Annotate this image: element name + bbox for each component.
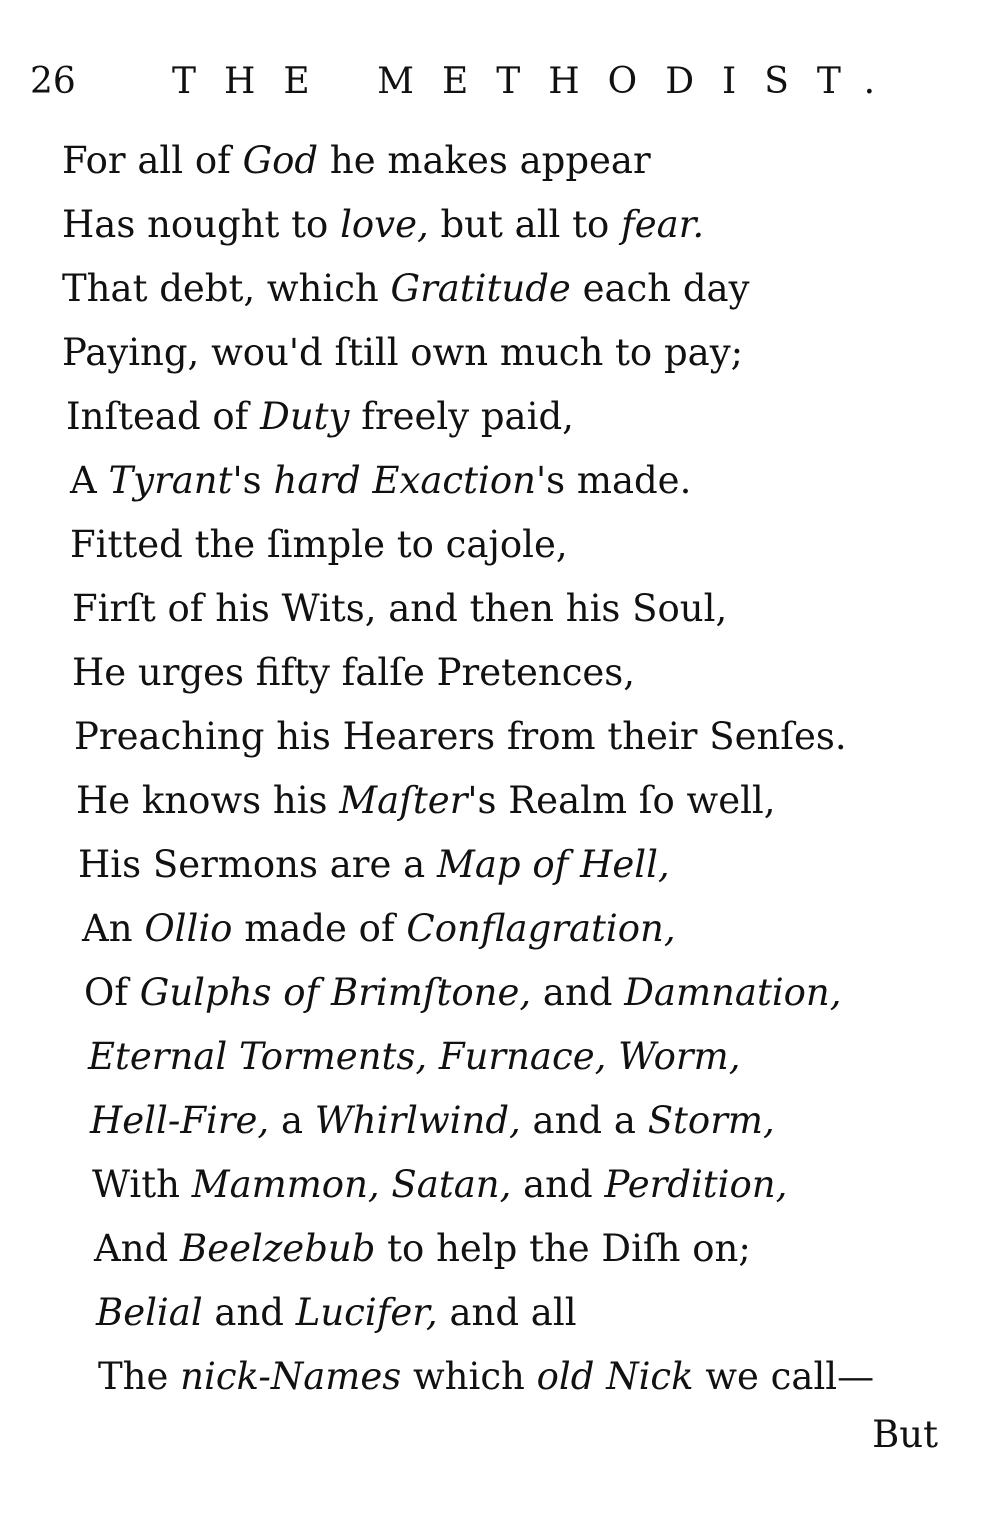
text-segment: freely paid, [349, 395, 574, 438]
text-segment: and [202, 1291, 296, 1334]
poem-line [72, 584, 727, 634]
poem-line [62, 200, 704, 250]
text-segment: we call— [693, 1355, 875, 1398]
text-segment: He urges fifty falſe Pretences, [72, 651, 636, 694]
poem-line [98, 1352, 874, 1402]
poem-line [94, 1224, 751, 1274]
italic-segment: Ollio [144, 907, 233, 950]
poem-line [62, 136, 651, 186]
italic-segment: Perdition, [604, 1163, 788, 1206]
text-segment: 's [232, 459, 274, 502]
poem-line [90, 1096, 775, 1146]
text-segment: Firſt of his Wits, and then his Soul, [72, 587, 728, 630]
italic-segment: Maſter [339, 779, 468, 822]
poem-line [66, 392, 574, 442]
poem-line [70, 456, 691, 506]
running-title: THE METHODIST. [172, 61, 904, 102]
text-segment: Inſtead of [66, 395, 261, 438]
italic-segment: old Nick [536, 1355, 694, 1398]
text-segment: but all to [428, 203, 622, 246]
italic-segment: nick-Names [180, 1355, 402, 1398]
text-segment: Of [84, 971, 140, 1014]
text-segment: With [92, 1163, 192, 1206]
text-segment: His Sermons are a [78, 843, 437, 886]
italic-segment: Belial [96, 1291, 203, 1334]
text-segment: Paying, wou'd ſtill own much to pay; [62, 331, 744, 374]
text-segment: Preaching his Hearers from their Senſes. [74, 715, 847, 758]
text-segment: Fitted the ſimple to cajole, [70, 523, 568, 566]
text-segment: made of [232, 907, 407, 950]
italic-segment: Beelzebub [180, 1227, 376, 1270]
page-number: 26 [30, 61, 76, 102]
italic-segment: Duty [260, 395, 350, 438]
poem-line [88, 1032, 740, 1082]
text-segment: he makes appear [318, 139, 651, 182]
italic-segment: Eternal Torments, Furnace, Worm, [88, 1035, 741, 1078]
italic-segment: Damnation, [624, 971, 842, 1014]
text-segment: The [98, 1355, 181, 1398]
poem-line [70, 520, 568, 570]
poem-line [92, 1160, 787, 1210]
italic-segment: Gratitude [390, 267, 571, 310]
poem-line [78, 840, 670, 890]
text-segment: which [401, 1355, 537, 1398]
text-segment: 's Realm ſo well, [467, 779, 776, 822]
text-segment: and [531, 971, 625, 1014]
italic-segment: hard Exaction [273, 459, 536, 502]
text-segment: each day [570, 267, 750, 310]
italic-segment: Conflagration, [406, 907, 676, 950]
poem-line [82, 904, 676, 954]
italic-segment: Tyrant [108, 459, 233, 502]
italic-segment: Storm, [647, 1099, 775, 1142]
text-segment: And [94, 1227, 180, 1270]
italic-segment: Gulphs of Brimſtone, [139, 971, 532, 1014]
italic-segment: God [242, 139, 319, 182]
italic-segment: Hell-Fire, [90, 1099, 270, 1142]
poem-line [62, 328, 743, 378]
text-segment: and [511, 1163, 605, 1206]
italic-segment: Map of Hell, [436, 843, 670, 886]
poem-line [74, 712, 847, 762]
italic-segment: Whirlwind, [314, 1099, 521, 1142]
text-segment: A [70, 459, 109, 502]
italic-segment: love, [340, 203, 429, 246]
poem-line [72, 648, 635, 698]
poem-line [76, 776, 776, 826]
text-segment: 's made. [535, 459, 692, 502]
poem-line [84, 968, 842, 1018]
catchword: But [872, 1413, 938, 1456]
poem-line [62, 264, 750, 314]
italic-segment: Lucifer, [295, 1291, 438, 1334]
text-segment: Has nought to [62, 203, 341, 246]
text-segment: He knows his [76, 779, 340, 822]
text-segment: a [269, 1099, 315, 1142]
text-segment: That debt, which [62, 267, 391, 310]
text-segment: For all of [62, 139, 243, 182]
text-segment: to help the Diſh on; [375, 1227, 751, 1270]
poem-line [96, 1288, 577, 1338]
text-segment: and a [520, 1099, 648, 1142]
text-segment: and all [437, 1291, 577, 1334]
text-segment: An [82, 907, 145, 950]
italic-segment: Mammon, Satan, [191, 1163, 512, 1206]
italic-segment: fear. [621, 203, 705, 246]
